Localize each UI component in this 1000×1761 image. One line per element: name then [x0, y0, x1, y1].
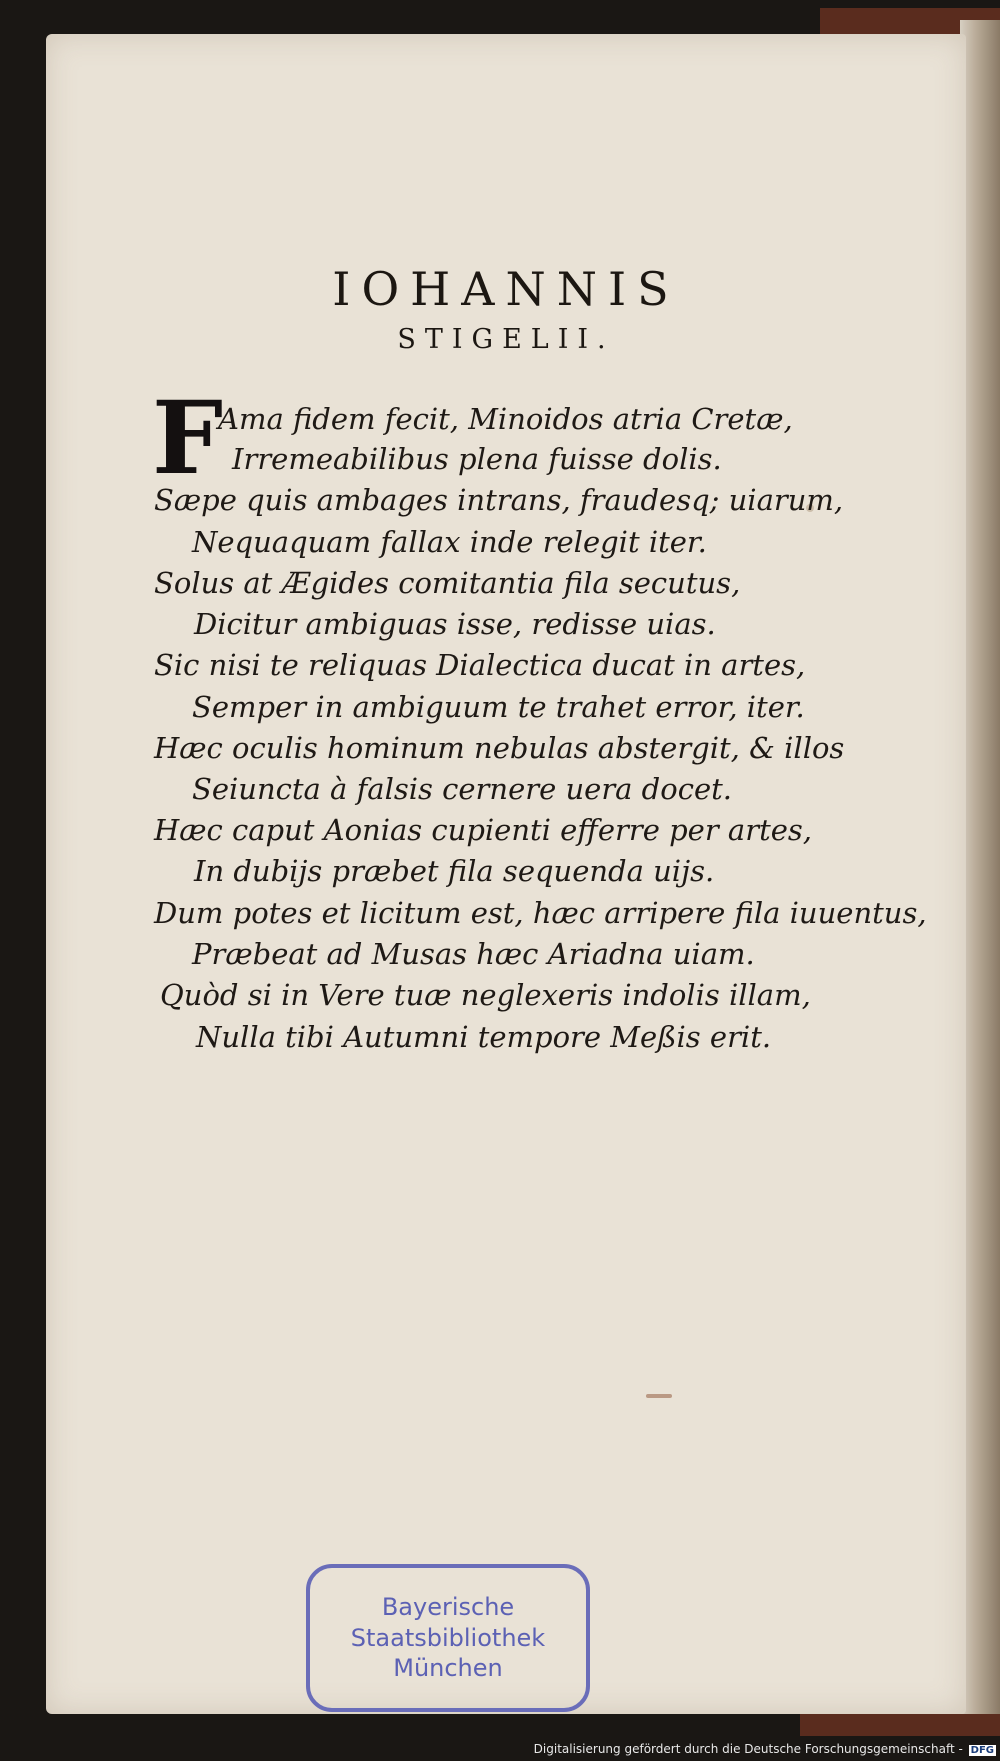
binding-cover-bottom: [800, 1714, 1000, 1736]
ink-mark: [646, 1394, 672, 1398]
poem-line: Semper in ambiguum te trahet error, iter.: [192, 690, 805, 724]
poem-line: Nulla tibi Autumni tempore Meßis erit.: [196, 1020, 772, 1054]
credit-text: Digitalisierung gefördert durch die Deutsche Forschungsgemeinschaft -: [533, 1742, 963, 1756]
poem-line: Hæc caput Aonias cupienti efferre per artes,: [154, 813, 812, 847]
page-title: IOHANNIS: [332, 262, 680, 316]
poem-line: Solus at Ægides comitantia fila secutus,: [154, 566, 741, 600]
poem-line: Seiuncta à falsis cernere uera docet.: [192, 772, 732, 806]
poem-line: In dubijs præbet fila sequenda uijs.: [194, 854, 715, 888]
dfg-logo: DFG: [970, 1745, 994, 1756]
page-subtitle: STIGELII.: [397, 324, 615, 355]
library-stamp: [306, 1564, 590, 1712]
poem-line: Sæpe quis ambages intrans, fraudesq; uiarum,: [154, 483, 844, 517]
poem-line: Dicitur ambiguas isse, redisse uias.: [194, 607, 716, 641]
poem-line: Præbeat ad Musas hæc Ariadna uiam.: [192, 937, 755, 971]
poem-line: Sic nisi te reliquas Dialectica ducat in artes,: [154, 648, 806, 682]
poem-line: Nequaquam fallax inde relegit iter.: [192, 525, 707, 559]
poem-line: Hæc oculis hominum nebulas abstergit, & illos: [154, 731, 845, 765]
poem-line: Quòd si in Vere tuæ neglexeris indolis illam,: [160, 978, 811, 1012]
stamp-line-3: München: [393, 1654, 503, 1683]
stamp-line-2: Staatsbibliothek: [350, 1623, 546, 1652]
digitization-credit: [534, 1742, 996, 1756]
poem-line: Ama fidem fecit, Minoidos atria Cretæ,: [218, 402, 793, 436]
stamp-line-1: Bayerische: [381, 1592, 515, 1621]
page-edge: [960, 20, 1000, 1732]
poem-line: Irremeabilibus plena fuisse dolis.: [232, 442, 722, 476]
drop-capital: F: [152, 379, 223, 497]
poem-line: Dum potes et licitum est, hæc arripere fila iuuentus,: [154, 896, 927, 930]
